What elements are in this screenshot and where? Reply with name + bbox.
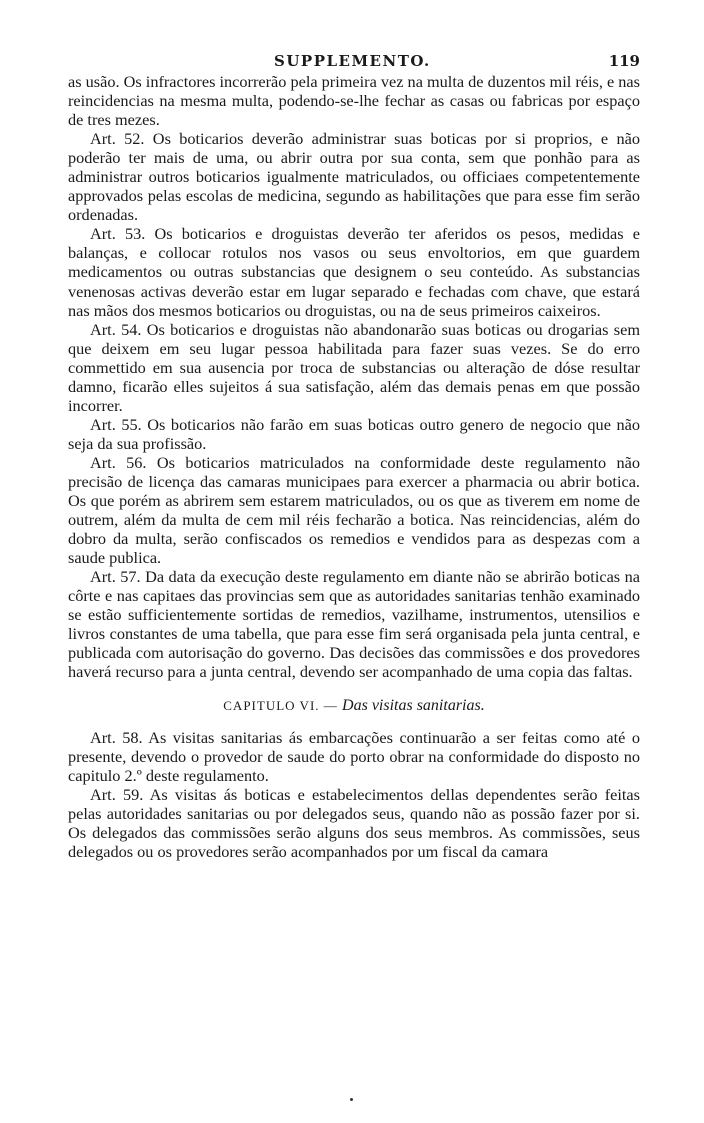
chapter-heading	[68, 696, 640, 716]
document-page	[68, 50, 640, 861]
chapter-label: CAPITULO VI. —	[223, 697, 343, 713]
article-55: Art. 55. Os boticarios não farão em suas boticas outro genero de negocio que não seja da sua profissão.	[68, 414, 640, 453]
running-head-title: SUPPLEMENTO.	[274, 52, 431, 70]
page-number: 119	[608, 52, 640, 70]
article-53: Art. 53. Os boticarios e droguistas deverão ter aferidos os pesos, medidas e balanças, e collocar rotulos nos vasos ou seus envoltorios, em que guardem medicamentos ou outras substancias que designem o seu conteúdo. As substancias venenosas activas deverão estar em lugar separado e fechadas com chave, que estará nas mãos dos mesmos boticarios ou droguistas, ou na de seus primeiros caixeiros.	[68, 224, 640, 320]
chapter-title: Das visitas sanitarias.	[342, 696, 485, 714]
article-56: Art. 56. Os boticarios matriculados na conformidade deste regulamento não precisão de licença das camaras municipaes para exercer a pharmacia ou abrir botica. Os que porém as abrirem sem estarem matriculados, ou os que as tiverem em nome de outrem, além da multa de cem mil réis fecharão a botica. Nas reincidencias, além do dobro da multa, serão confiscados os remedios e vendidos para as despezas com a saude publica.	[68, 452, 640, 568]
body-text	[68, 72, 640, 861]
running-head	[68, 50, 640, 72]
paragraph-continuation: as usão. Os infractores incorrerão pela primeira vez na multa de duzentos mil réis, e nas reincidencias na mesma multa, podendo-se-lhe fechar as casas ou fabricas por espaço de tres mezes.	[68, 72, 640, 130]
article-59: Art. 59. As visitas ás boticas e estabelecimentos dellas dependentes serão feitas pelas autoridades sanitarias ou por delegados seus, quando não as possão fazer por si. Os delegados das commissões serão alguns dos seus membros. As commissões, seus delegados ou os provedores serão acompanhados por um fiscal da camara	[68, 784, 640, 861]
article-57: Art. 57. Da data da execução deste regulamento em diante não se abrirão boticas na côrte e nas capitaes das provincias sem que as autoridades sanitarias tenhão examinado se estão sufficientemente sortidas de remedios, vazilhame, instrumentos, utensilios e livros constantes de uma tabella, que para esse fim será organisada pela junta central, e publicada com autorisação do governo. Das decisões das commissões e dos provedores haverá recurso para a junta central, devendo ser acompanhado de uma copia das faltas.	[68, 567, 640, 682]
article-54: Art. 54. Os boticarios e droguistas não abandonarão suas boticas ou drogarias sem que deixem em seu lugar pessoa habilitada para fazer suas vezes. Se do erro commettido em sua ausencia por troca de substancias ou alteração de dóse resultar damno, ficarão elles sujeitos á sua satisfação, além das demais penas em que possão incorrer.	[68, 319, 640, 415]
print-speck	[350, 1098, 353, 1101]
article-52: Art. 52. Os boticarios deverão administrar suas boticas por si proprios, e não poderão ter mais de uma, ou abrir outra por sua conta, sem que ponhão para as administrar outros boticarios igualmente matriculados, ou officiaes competentemente approvados pelas escolas de medicina, segundo as habilitações que para esse fim serão ordenadas.	[68, 129, 640, 225]
article-58: Art. 58. As visitas sanitarias ás embarcações continuarão a ser feitas como até o presente, devendo o provedor de saude do porto obrar na conformidade do disposto no capitulo 2.º deste regulamento.	[68, 727, 640, 785]
